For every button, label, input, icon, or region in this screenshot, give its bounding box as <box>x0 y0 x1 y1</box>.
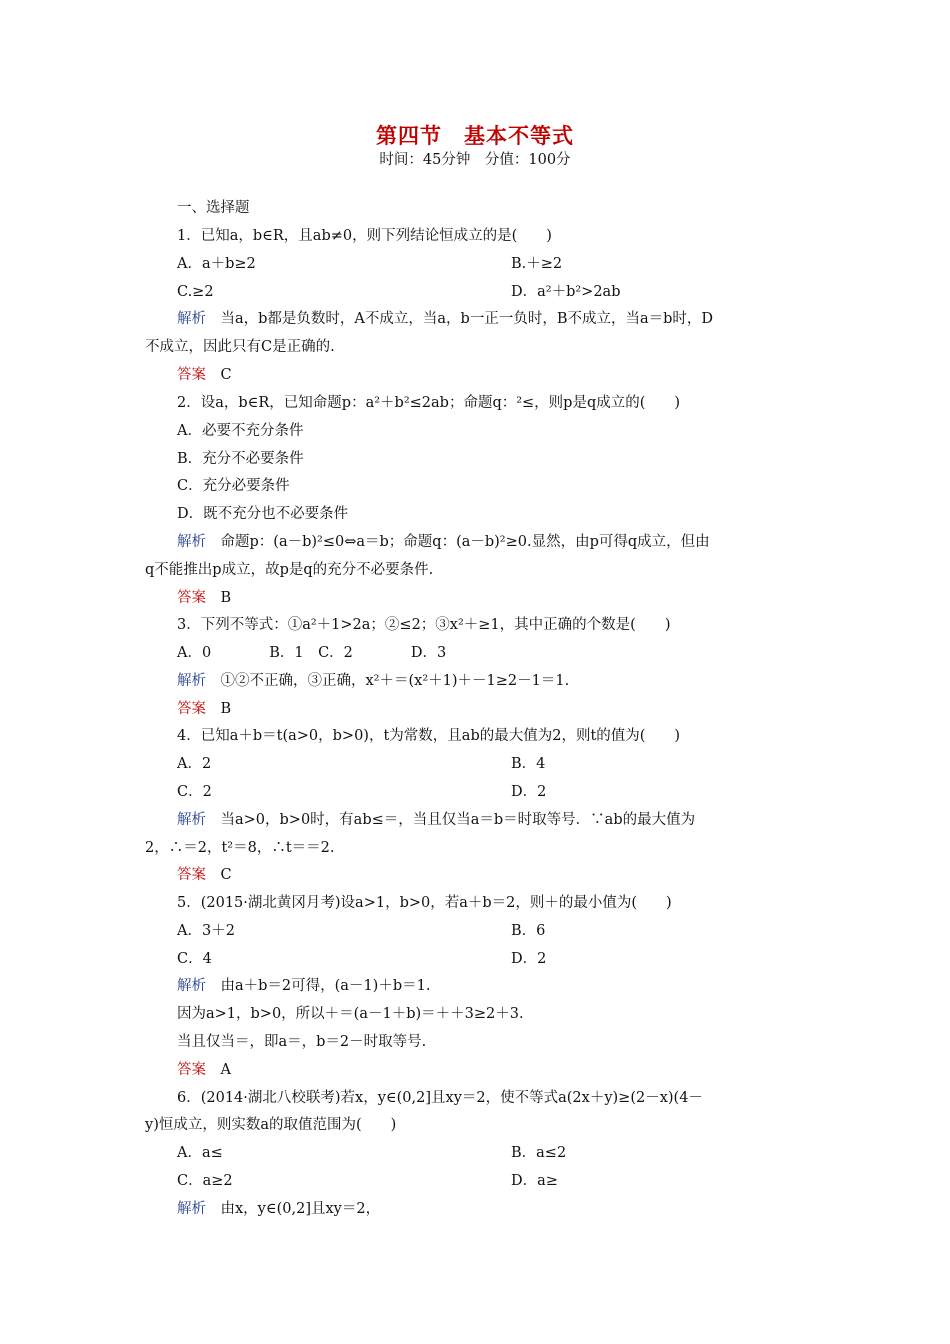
q3-answer <box>177 699 231 719</box>
analysis-label: 解析 <box>177 311 206 327</box>
q5-analysis-text-2: 因为a>1，b>0，所以＋＝(a－1＋b)＝＋＋3≥2＋3. <box>177 1006 524 1022</box>
q1-analysis-text-2: 不成立，因此只有C是正确的. <box>145 339 335 355</box>
q4-option-d: D．2 <box>511 784 547 800</box>
q3-stem: 3．下列不等式：①a²＋1>2a；②≤2；③x²＋≥1，其中正确的个数是( ) <box>177 617 671 633</box>
q5-answer <box>177 1060 231 1080</box>
answer-label: 答案 <box>177 590 206 606</box>
q5-analysis-text-3: 当且仅当＝，即a＝，b＝2－时取等号. <box>177 1034 427 1050</box>
q1-analysis-text-1: 当a，b都是负数时，A不成立，当a，b一正一负时，B不成立，当a＝b时，D <box>220 311 714 327</box>
q1-answer-value: C <box>220 367 232 383</box>
answer-label: 答案 <box>177 701 206 717</box>
q5-analysis <box>177 976 430 996</box>
page-title: 第四节 基本不等式 <box>376 124 574 148</box>
q5-analysis-text-1: 由a＋b＝2可得，(a－1)＋b＝1. <box>220 978 431 994</box>
q4-stem: 4．已知a＋b＝t(a>0，b>0)，t为常数，且ab的最大值为2，则t的值为( ) <box>177 728 681 744</box>
q1-option-d: D．a²＋b²>2ab <box>511 284 621 300</box>
q5-stem: 5．(2015·湖北黄冈月考)设a>1，b>0，若a＋b＝2，则＋的最小值为( ) <box>177 895 672 911</box>
q4-answer-value: C <box>220 867 232 883</box>
q6-analysis <box>177 1199 380 1219</box>
q6-option-c: C．a≥2 <box>177 1173 233 1189</box>
q4-option-a: A．2 <box>177 756 212 772</box>
q4-option-b: B．4 <box>511 756 546 772</box>
q2-answer-value: B <box>220 590 232 606</box>
answer-label: 答案 <box>177 1062 206 1078</box>
q5-option-b: B．6 <box>511 923 546 939</box>
q1-stem: 1．已知a，b∈R，且ab≠0，则下列结论恒成立的是( ) <box>177 228 552 244</box>
q3-analysis-text-1: ①②不正确，③正确，x²＋＝(x²＋1)＋－1≥2－1＝1. <box>220 673 570 689</box>
q2-answer <box>177 588 231 608</box>
q5-option-c: C．4 <box>177 951 212 967</box>
q6-option-a: A．a≤ <box>177 1145 223 1161</box>
q5-option-d: D．2 <box>511 951 547 967</box>
q2-option-a: A．必要不充分条件 <box>177 423 304 439</box>
q6-option-b: B．a≤2 <box>511 1145 567 1161</box>
page-subtitle: 时间：45分钟 分值：100分 <box>379 152 571 168</box>
analysis-label: 解析 <box>177 534 206 550</box>
analysis-label: 解析 <box>177 978 206 994</box>
q5-option-a: A．3＋2 <box>177 923 235 939</box>
q2-analysis-text-2: q不能推出p成立，故p是q的充分不必要条件. <box>145 562 434 578</box>
q4-analysis <box>177 810 695 830</box>
q1-analysis <box>177 309 713 329</box>
q2-option-b: B．充分不必要条件 <box>177 451 304 467</box>
q6-option-d: D．a≥ <box>511 1173 558 1189</box>
analysis-label: 解析 <box>177 1201 206 1217</box>
q2-analysis <box>177 532 710 552</box>
q5-answer-value: A <box>220 1062 231 1078</box>
answer-label: 答案 <box>177 867 206 883</box>
q6-analysis-text-1: 由x，y∈(0,2]且xy＝2， <box>220 1201 381 1217</box>
q4-option-c: C．2 <box>177 784 212 800</box>
q6-stem-1: 6．(2014·湖北八校联考)若x，y∈(0,2]且xy＝2，使不等式a(2x＋y)≥(2－x)(4－ <box>177 1090 703 1106</box>
q4-analysis-text-1: 当a>0，b>0时，有ab≤＝，当且仅当a＝b＝时取等号．∵ab的最大值为 <box>220 812 696 828</box>
q1-option-a: A．a＋b≥2 <box>177 256 256 272</box>
q2-option-c: C．充分必要条件 <box>177 478 290 494</box>
q3-analysis <box>177 671 569 691</box>
q2-stem: 2．设a，b∈R，已知命题p：a²＋b²≤2ab；命题q：²≤，则p是q成立的( ) <box>177 395 681 411</box>
q4-answer <box>177 865 232 885</box>
q1-option-b: B.＋≥2 <box>511 256 563 272</box>
analysis-label: 解析 <box>177 673 206 689</box>
q3-answer-value: B <box>220 701 232 717</box>
q6-stem-2: y)恒成立，则实数a的取值范围为( ) <box>145 1117 397 1133</box>
analysis-label: 解析 <box>177 812 206 828</box>
q3-options: A．0 B．1 C．2 D．3 <box>177 645 447 661</box>
answer-label: 答案 <box>177 367 206 383</box>
q2-option-d: D．既不充分也不必要条件 <box>177 506 349 522</box>
q1-answer <box>177 365 232 385</box>
section-heading: 一、选择题 <box>177 200 250 216</box>
q2-analysis-text-1: 命题p：(a－b)²≤0⇔a＝b；命题q：(a－b)²≥0.显然，由p可得q成立，但由 <box>220 534 710 550</box>
q4-analysis-text-2: 2，∴＝2，t²＝8，∴t＝＝2. <box>145 840 335 856</box>
q1-option-c: C.≥2 <box>177 284 214 300</box>
